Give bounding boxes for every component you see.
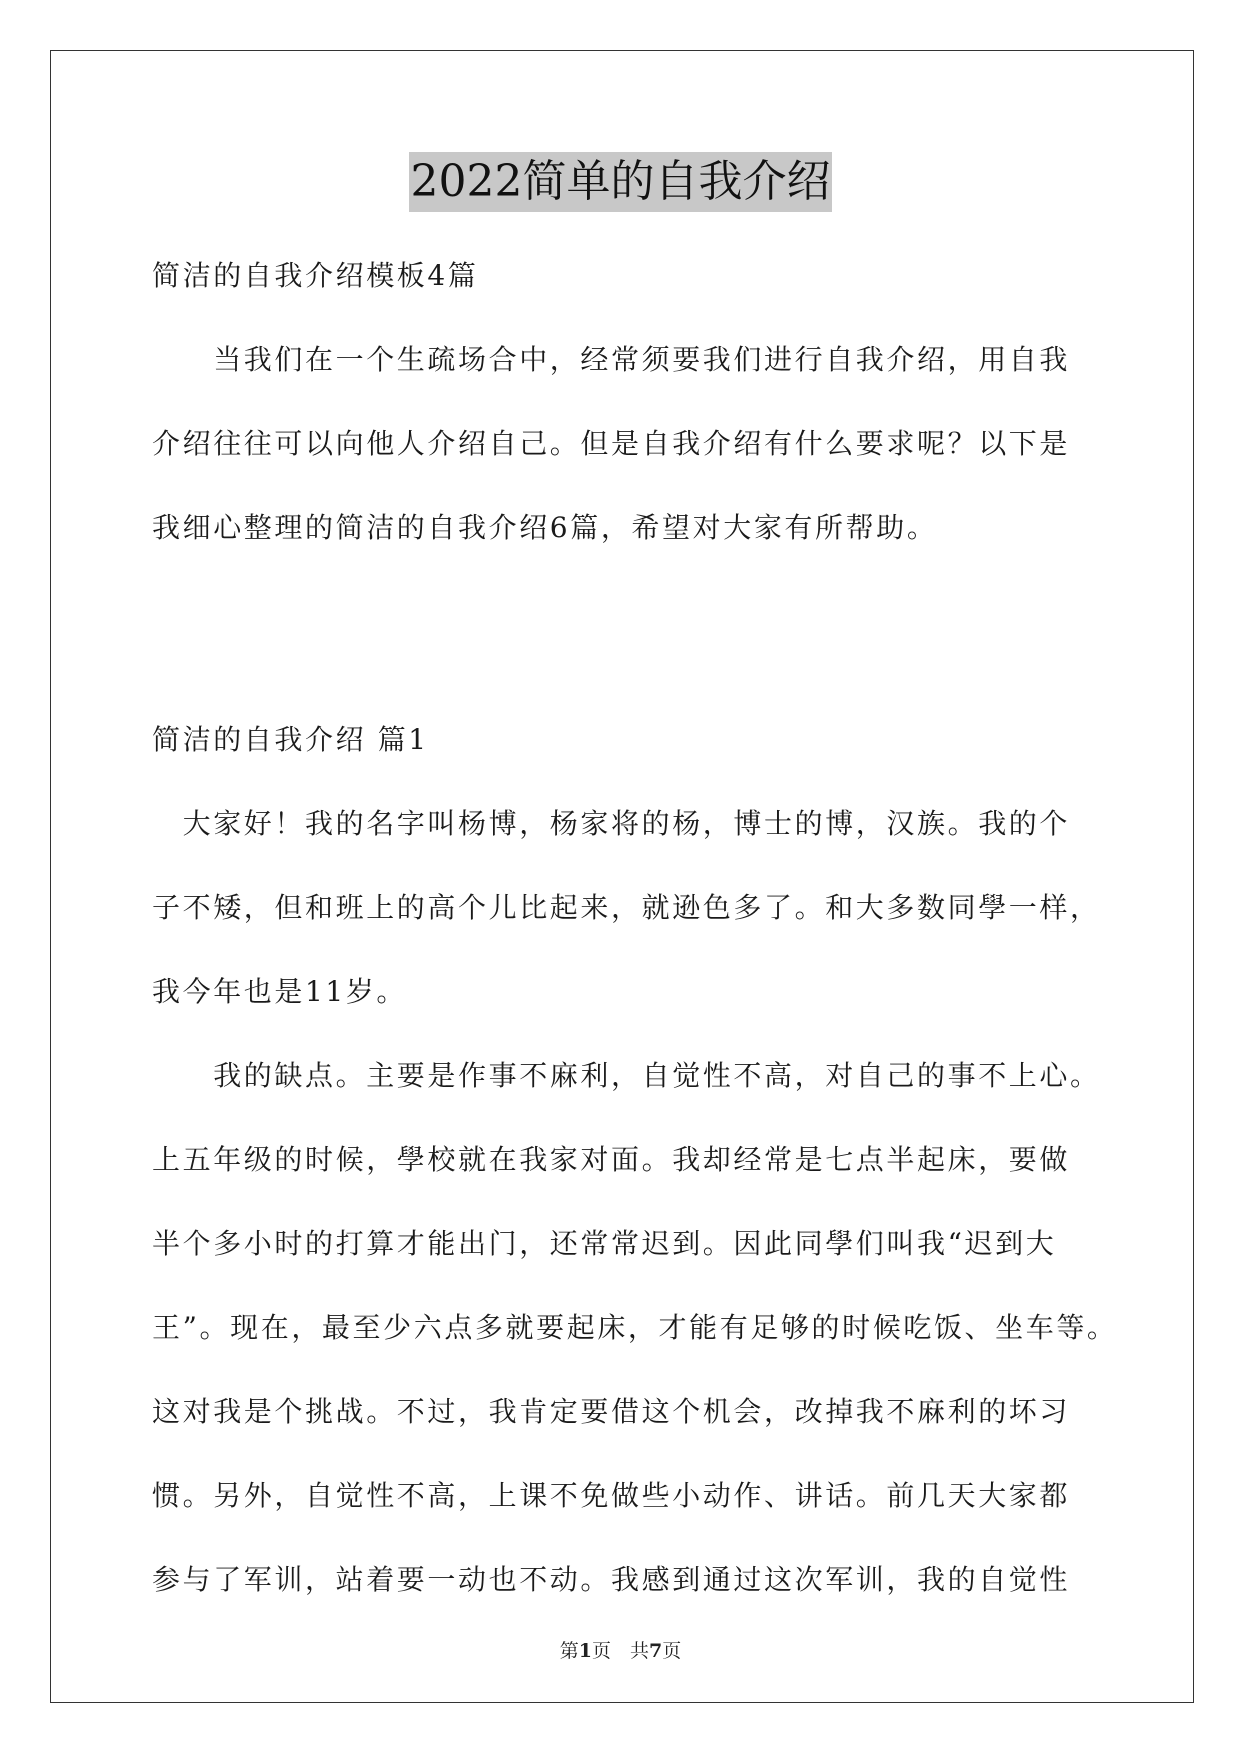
body-line: 惯。另外，自觉性不高，上课不免做些小动作、讲话。前几天大家都 [152, 1479, 1071, 1512]
body-line: 我今年也是11岁。 [152, 975, 408, 1008]
body-line: 子不矮，但和班上的高个儿比起来，就逊色多了。和大多数同學一样， [152, 891, 1101, 924]
body-line: 上五年级的时候，學校就在我家对面。我却经常是七点半起床，要做 [152, 1143, 1071, 1176]
intro-line: 我细心整理的简洁的自我介绍6篇，希望对大家有所帮助。 [152, 511, 938, 544]
page-suffix: 页 [591, 1640, 611, 1662]
total-prefix: 共 [630, 1640, 650, 1662]
body-line: 这对我是个挑战。不过，我肯定要借这个机会，改掉我不麻利的坏习 [152, 1395, 1071, 1428]
page-footer [0, 1636, 1241, 1663]
subtitle: 简洁的自我介绍模板4篇 [152, 259, 479, 292]
body-line: 我的缺点。主要是作事不麻利，自觉性不高，对自己的事不上心。 [152, 1059, 1101, 1092]
section-heading: 简洁的自我介绍 篇1 [152, 723, 429, 756]
title-container [0, 152, 1241, 212]
total-suffix: 页 [662, 1640, 682, 1662]
body-line: 王”。现在，最至少六点多就要起床，才能有足够的时候吃饭、坐车等。 [152, 1311, 1118, 1344]
body-line: 大家好！我的名字叫杨博，杨家将的杨，博士的博，汉族。我的个 [152, 807, 1071, 840]
body-line: 半个多小时的打算才能出门，还常常迟到。因此同學们叫我“迟到大 [152, 1227, 1057, 1260]
page-number: 1 [578, 1640, 592, 1662]
document-title: 2022简单的自我介绍 [409, 152, 833, 212]
body-line: 参与了军训，站着要一动也不动。我感到通过这次军训，我的自觉性 [152, 1563, 1071, 1596]
intro-line: 介绍往往可以向他人介绍自己。但是自我介绍有什么要求呢？以下是 [152, 427, 1071, 460]
document-body [152, 234, 1118, 1622]
total-pages: 7 [649, 1640, 663, 1662]
paragraph-gap [152, 570, 1092, 698]
intro-line: 当我们在一个生疏场合中，经常须要我们进行自我介绍，用自我 [152, 343, 1071, 376]
page-prefix: 第 [559, 1640, 579, 1662]
